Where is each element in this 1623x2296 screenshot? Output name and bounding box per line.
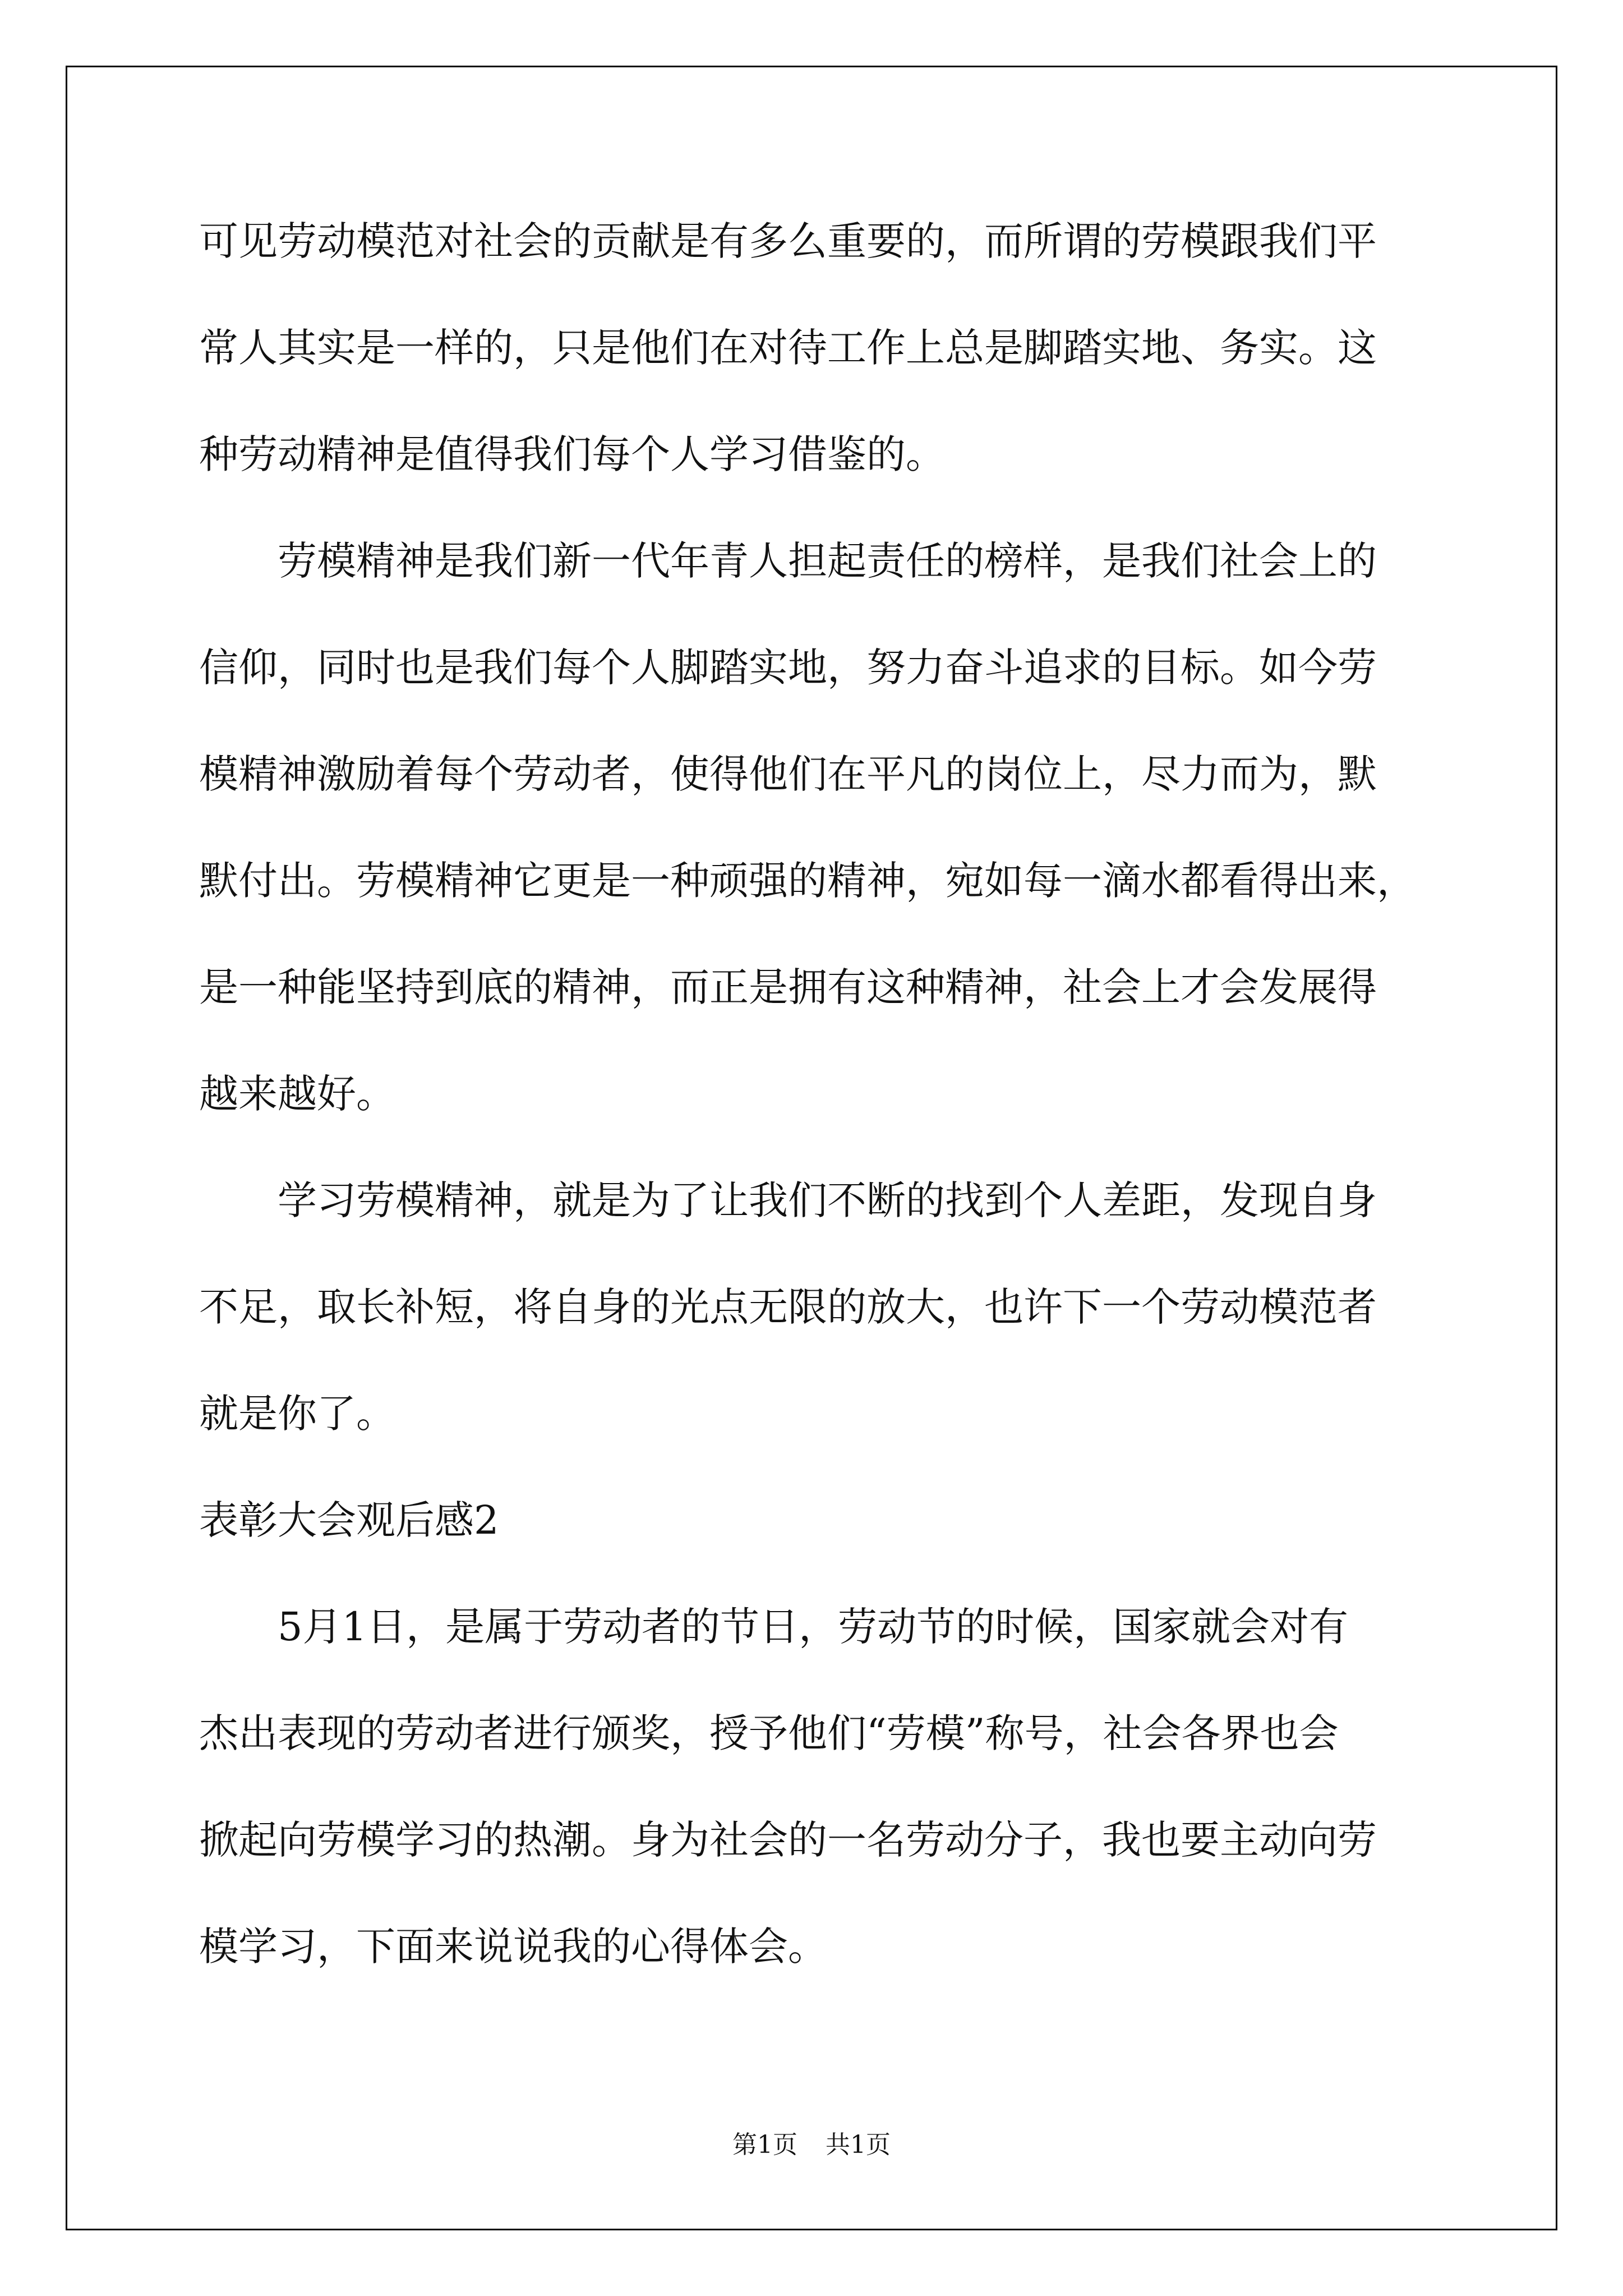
paragraph-line: 5月1日，是属于劳动者的节日，劳动节的时候，国家就会对有 bbox=[278, 1604, 1349, 1650]
paragraph-line: 可见劳动模范对社会的贡献是有多么重要的，而所谓的劳模跟我们平 bbox=[199, 218, 1377, 264]
page-total: 共1页 bbox=[826, 2131, 891, 2159]
page-footer bbox=[0, 2124, 1623, 2160]
section-heading: 表彰大会观后感2 bbox=[199, 1497, 499, 1543]
paragraph-line: 常人其实是一样的，只是他们在对待工作上总是脚踏实地、务实。这 bbox=[199, 325, 1377, 371]
paragraph-line: 劳模精神是我们新一代年青人担起责任的榜样，是我们社会上的 bbox=[278, 538, 1377, 584]
paragraph-line: 模学习，下面来说说我的心得体会。 bbox=[199, 1924, 827, 1970]
paragraph-line: 种劳动精神是值得我们每个人学习借鉴的。 bbox=[199, 431, 945, 477]
paragraph-line: 是一种能坚持到底的精神，而正是拥有这种精神，社会上才会发展得 bbox=[199, 964, 1377, 1010]
paragraph-line: 默付出。劳模精神它更是一种顽强的精神，宛如每一滴水都看得出来， bbox=[199, 858, 1416, 904]
paragraph-line: 模精神激励着每个劳动者，使得他们在平凡的岗位上，尽力而为，默 bbox=[199, 751, 1377, 797]
paragraph-line: 学习劳模精神，就是为了让我们不断的找到个人差距，发现自身 bbox=[278, 1177, 1377, 1223]
paragraph-line: 就是你了。 bbox=[199, 1391, 395, 1437]
document-body bbox=[199, 210, 1433, 2022]
paragraph-line: 杰出表现的劳动者进行颁奖，授予他们“劳模”称号，社会各界也会 bbox=[199, 1710, 1339, 1756]
paragraph-line: 不足，取长补短，将自身的光点无限的放大，也许下一个劳动模范者 bbox=[199, 1284, 1377, 1330]
page-number: 第1页 bbox=[732, 2131, 797, 2159]
paragraph-line: 信仰，同时也是我们每个人脚踏实地，努力奋斗追求的目标。如今劳 bbox=[199, 645, 1377, 691]
paragraph-line: 越来越好。 bbox=[199, 1071, 395, 1117]
paragraph-line: 掀起向劳模学习的热潮。身为社会的一名劳动分子，我也要主动向劳 bbox=[199, 1817, 1377, 1863]
